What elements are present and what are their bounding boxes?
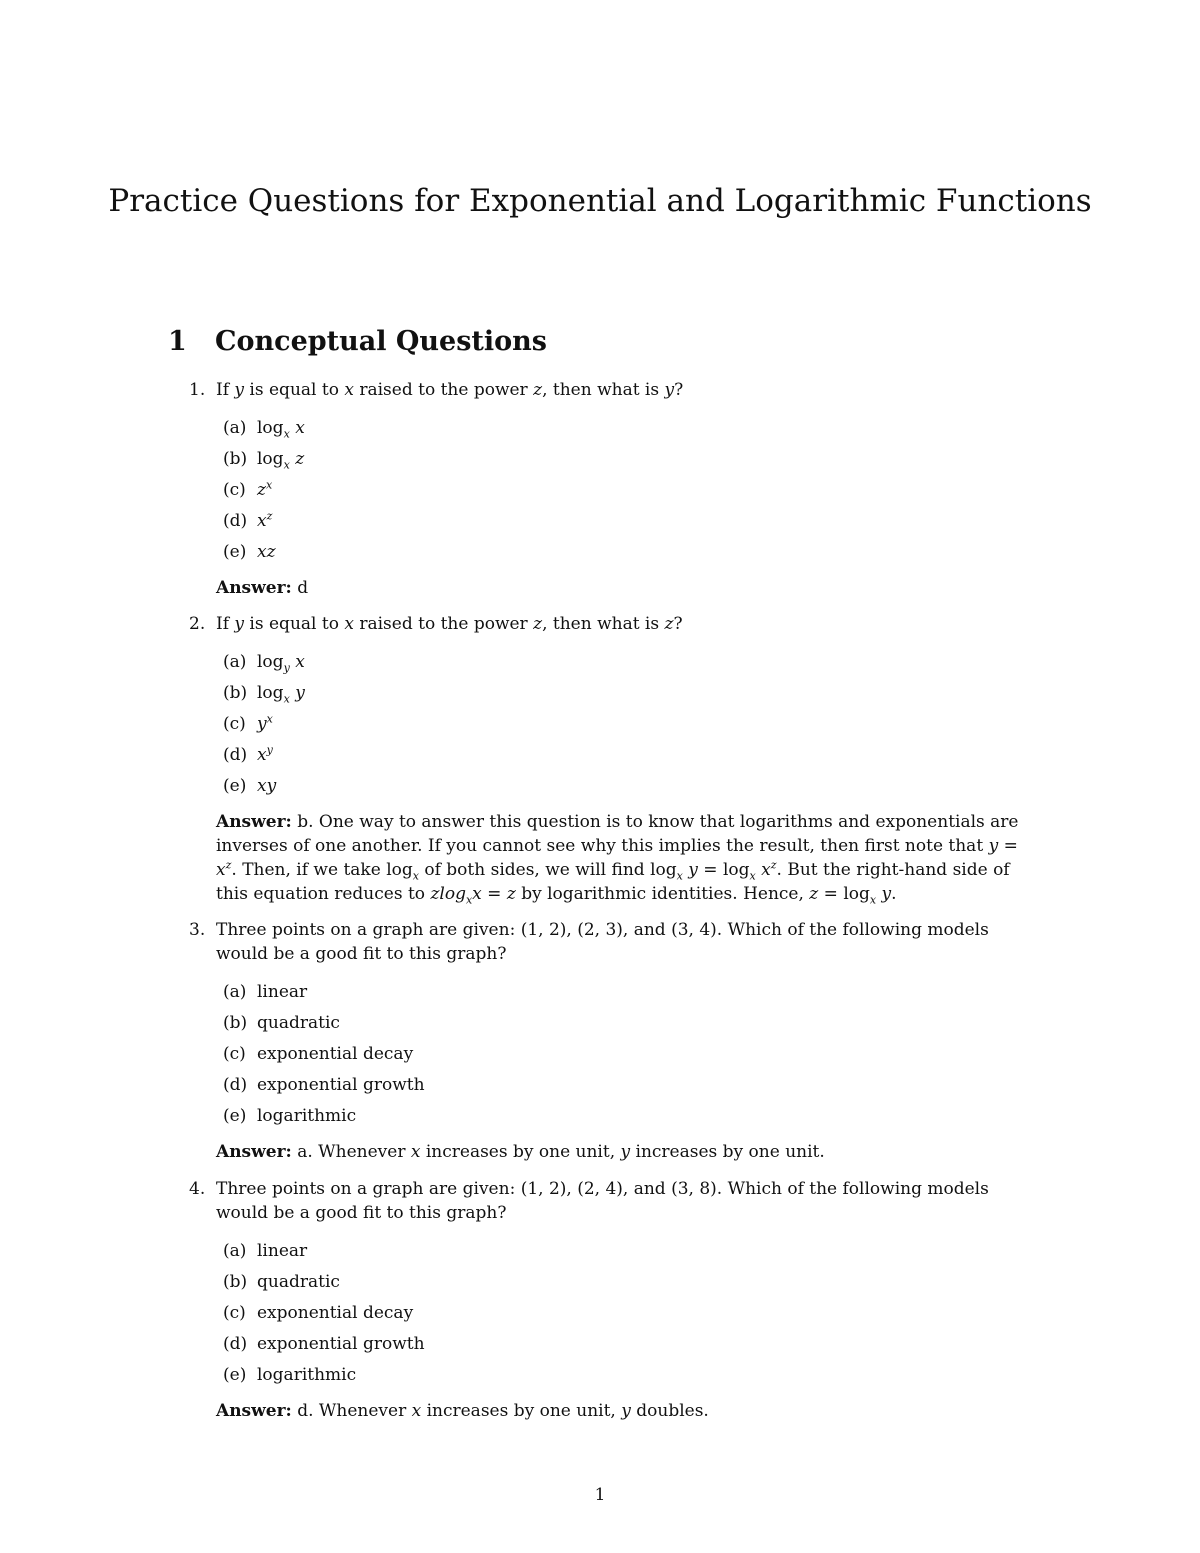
- option-list: [223, 980, 1035, 1135]
- question-list: [189, 378, 1035, 1423]
- option-c: (c) exponential decay: [223, 1303, 414, 1323]
- option-a: (a) linear: [223, 1241, 308, 1261]
- option-e: (e) xz: [223, 542, 276, 562]
- option-c: (c) $y^x$: [223, 712, 273, 734]
- option-list: [223, 1239, 1035, 1394]
- option-d: (d) exponential growth: [223, 1334, 425, 1354]
- answer: Answer: d: [216, 578, 309, 598]
- question-number: 1.: [189, 380, 206, 400]
- option-list: [223, 650, 1035, 805]
- question-text: Three points on a graph are given: (1, 2), (2, 3), and (3, 4). Which of the following models would be a good fit to this graph?: [216, 920, 989, 964]
- question-2: [189, 612, 1035, 906]
- option-a: (a) linear: [223, 982, 308, 1002]
- option-a: (a) $\log_y x$: [223, 652, 305, 675]
- question-number: 2.: [189, 614, 206, 634]
- answer: Answer: a. Whenever x increases by one unit, y increases by one unit.: [216, 1142, 825, 1162]
- section-heading: [168, 326, 547, 357]
- option-b: (b) quadratic: [223, 1272, 340, 1292]
- section-title: Conceptual Questions: [215, 326, 547, 357]
- question-1: [189, 378, 1035, 600]
- section-number: 1: [168, 326, 187, 357]
- question-number: 3.: [189, 920, 206, 940]
- question-3: [189, 918, 1035, 1164]
- option-a: (a) $\log_x x$: [223, 418, 305, 441]
- question-text: If y is equal to x raised to the power z, then what is y?: [216, 380, 684, 400]
- option-c: (c) $z^x$: [223, 478, 273, 500]
- question-text: If y is equal to x raised to the power z, then what is z?: [216, 614, 683, 634]
- option-e: (e) xy: [223, 776, 277, 796]
- option-e: (e) logarithmic: [223, 1106, 357, 1126]
- option-list: [223, 416, 1035, 571]
- question-number: 4.: [189, 1179, 206, 1199]
- option-d: (d) $x^y$: [223, 743, 273, 765]
- option-b: (b) $\log_x z$: [223, 449, 305, 472]
- question-text: Three points on a graph are given: (1, 2), (2, 4), and (3, 8). Which of the following models would be a good fit to this graph?: [216, 1179, 989, 1223]
- document-title: Practice Questions for Exponential and Logarithmic Functions: [108, 183, 1092, 219]
- answer: Answer: b. One way to answer this question is to know that logarithms and exponentials are inverses of one another. If you cannot see why this implies the result, then first note that $y = x^z$. Then, if we take $\log_x$ of both sides, we will find $\log_x y = \log_x x^z$. But the right-hand side of this equation reduces to zlog$_x$x = z by logarithmic identities. Hence, $z = \log_x y$.: [216, 812, 1019, 907]
- option-e: (e) logarithmic: [223, 1365, 357, 1385]
- page-number: 1: [594, 1485, 606, 1505]
- option-d: (d) exponential growth: [223, 1075, 425, 1095]
- option-b: (b) $\log_x y$: [223, 683, 305, 706]
- option-b: (b) quadratic: [223, 1013, 340, 1033]
- option-d: (d) $x^z$: [223, 509, 273, 531]
- option-c: (c) exponential decay: [223, 1044, 414, 1064]
- answer: Answer: d. Whenever x increases by one unit, y doubles.: [216, 1401, 709, 1421]
- question-4: [189, 1177, 1035, 1423]
